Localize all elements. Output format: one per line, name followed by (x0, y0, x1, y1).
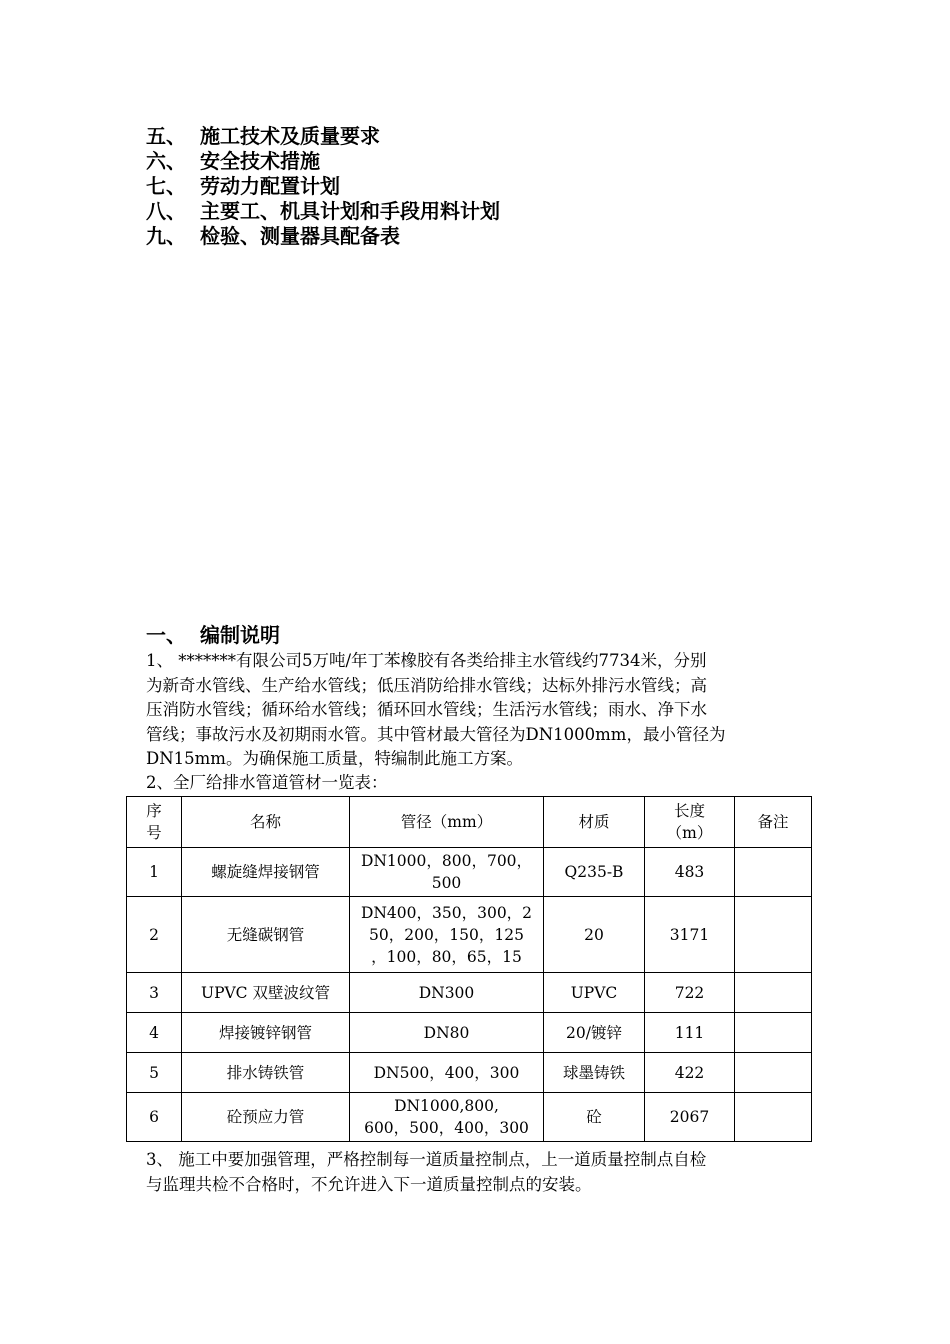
pipe-materials-table (126, 796, 812, 1142)
table-row (127, 973, 812, 1013)
toc-label: 施工技术及质量要求 (200, 124, 380, 148)
paragraph-line: 管线；事故污水及初期雨水管。其中管材最大管径为DN1000mm，最小管径为 (146, 724, 726, 744)
table-caption: 2、全厂给排水管道管材一览表： (146, 773, 388, 792)
paragraph-line: 与监理共检不合格时，不允许进入下一道质量控制点的安装。 (146, 1174, 592, 1194)
cell-length: 3171 (645, 897, 735, 973)
paragraph-line: 1、 *******有限公司5万吨/年丁苯橡胶有各类给排主水管线约7734米，分别 (146, 651, 707, 670)
cell-material: UPVC (544, 973, 645, 1013)
cell-remark (735, 848, 812, 897)
toc-number: 八、 (146, 199, 186, 223)
cell-material: 球墨铸铁 (544, 1053, 645, 1093)
cell-remark (735, 973, 812, 1013)
toc-number: 七、 (146, 174, 186, 198)
toc-label: 劳动力配置计划 (200, 174, 340, 198)
cell-length: 722 (645, 973, 735, 1013)
cell-remark (735, 1053, 812, 1093)
toc-label: 安全技术措施 (200, 149, 320, 173)
paragraph-line: 为新奇水管线、生产给水管线；低压消防给排水管线；达标外排污水管线；高 (146, 675, 707, 695)
cell-name: 砼预应力管 (182, 1093, 350, 1142)
header-diameter: 管径（mm） (350, 797, 544, 848)
cell-name: 无缝碳钢管 (182, 897, 350, 973)
cell-seq: 5 (127, 1053, 182, 1093)
header-material: 材质 (544, 797, 645, 848)
toc-label: 主要工、机具计划和手段用料计划 (200, 199, 500, 223)
quality-note-paragraph (146, 1148, 808, 1197)
header-remark: 备注 (735, 797, 812, 848)
cell-material: 砼 (544, 1093, 645, 1142)
cell-length: 111 (645, 1013, 735, 1053)
cell-seq: 2 (127, 897, 182, 973)
cell-material: Q235-B (544, 848, 645, 897)
cell-diameter: DN1000,800, 600，500，400，300 (350, 1093, 544, 1142)
cell-length: 2067 (645, 1093, 735, 1142)
cell-diameter: DN1000，800，700， 500 (350, 848, 544, 897)
cell-name: 螺旋缝焊接钢管 (182, 848, 350, 897)
cell-material: 20 (544, 897, 645, 973)
cell-name: 排水铸铁管 (182, 1053, 350, 1093)
description-paragraph (146, 649, 808, 772)
cell-seq: 6 (127, 1093, 182, 1142)
cell-name: 焊接镀锌钢管 (182, 1013, 350, 1053)
toc-item (146, 199, 500, 224)
section-title: 编制说明 (200, 623, 280, 647)
table-row (127, 848, 812, 897)
cell-seq: 3 (127, 973, 182, 1013)
table-row (127, 1013, 812, 1053)
paragraph-line: DN15mm。为确保施工质量，特编制此施工方案。 (146, 749, 523, 768)
table-header-row (127, 797, 812, 848)
table-row (127, 1053, 812, 1093)
cell-diameter: DN400，350，300，2 50，200，150，125 ，100，80，65，15 (350, 897, 544, 973)
toc-number: 六、 (146, 149, 186, 173)
section-heading (146, 622, 280, 648)
paragraph-line: 3、 施工中要加强管理，严格控制每一道质量控制点，上一道质量控制点自检 (146, 1150, 707, 1169)
cell-material: 20/镀锌 (544, 1013, 645, 1053)
cell-remark (735, 1093, 812, 1142)
toc-label: 检验、测量器具配备表 (200, 224, 400, 248)
cell-seq: 1 (127, 848, 182, 897)
header-length: 长度 （m） (645, 797, 735, 848)
cell-remark (735, 1013, 812, 1053)
toc-item (146, 149, 500, 174)
cell-diameter: DN500，400，300 (350, 1053, 544, 1093)
table-row (127, 1093, 812, 1142)
paragraph-line: 压消防水管线；循环给水管线；循环回水管线；生活污水管线；雨水、净下水 (146, 700, 707, 719)
toc-number: 五、 (146, 124, 186, 148)
cell-seq: 4 (127, 1013, 182, 1053)
toc-item (146, 224, 500, 249)
toc-item (146, 174, 500, 199)
cell-diameter: DN80 (350, 1013, 544, 1053)
cell-length: 483 (645, 848, 735, 897)
cell-remark (735, 897, 812, 973)
cell-name: UPVC 双壁波纹管 (182, 973, 350, 1013)
header-name: 名称 (182, 797, 350, 848)
table-row (127, 897, 812, 973)
cell-length: 422 (645, 1053, 735, 1093)
cell-diameter: DN300 (350, 973, 544, 1013)
table-of-contents (146, 124, 500, 249)
toc-item (146, 124, 500, 149)
header-seq: 序 号 (127, 797, 182, 848)
section-number: 一、 (146, 623, 186, 647)
toc-number: 九、 (146, 224, 186, 248)
